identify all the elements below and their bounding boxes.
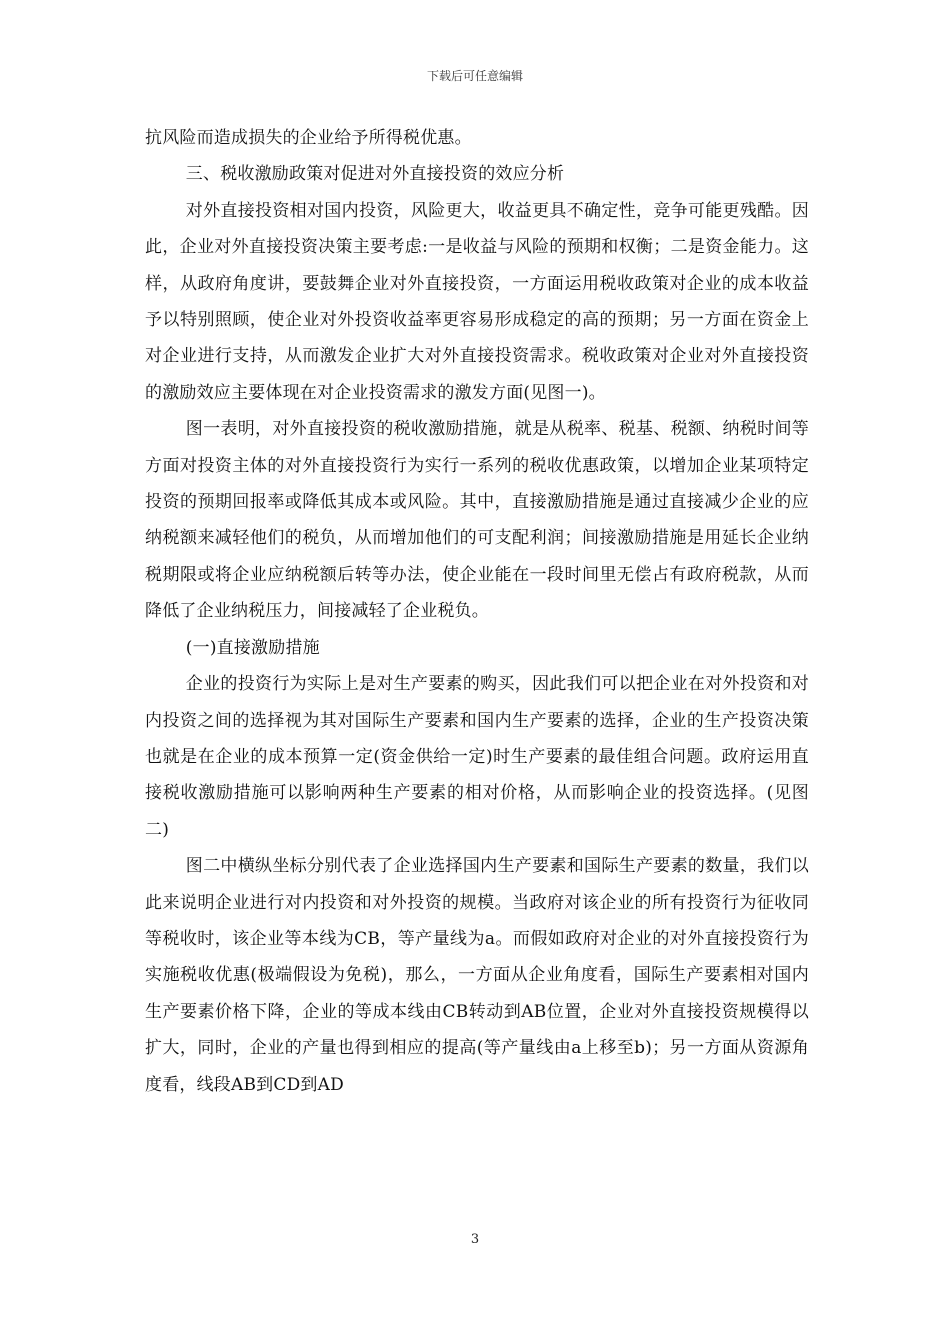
subsection-heading-direct-incentives: (一)直接激励措施 (185, 637, 320, 658)
document-body (145, 120, 809, 1103)
page-header: 下载后可任意编辑 (426, 69, 523, 83)
paragraph-continuation: 抗风险而造成损失的企业给予所得税优惠。 (145, 128, 472, 148)
section-heading-three: 三、税收激励政策对促进对外直接投资的效应分析 (185, 164, 565, 185)
paragraph: 图一表明，对外直接投资的税收激励措施，就是从税率、税基、税额、纳税时间等方面对投资主体的对外直接投资行为实行一系列的税收优惠政策，以增加企业某项特定投资的预期回报率或降低其成本或风险。其中，直接激励措施是通过直接减少企业的应纳税额来减轻他们的税负，从而增加他们的可支配利润；间接激励措施是用延长企业纳税期限或将企业应纳税额后转等办法，使企业能在一段时间里无偿占有政府税款，从而降低了企业纳税压力，间接减轻了企业税负。 (145, 419, 809, 622)
page-number: 3 (470, 1232, 480, 1247)
paragraph: 对外直接投资相对国内投资，风险更大，收益更具不确定性，竞争可能更残酷。因此，企业对外直接投资决策主要考虑:一是收益与风险的预期和权衡；二是资金能力。这样，从政府角度讲，要鼓舞企业对外直接投资，一方面运用税收政策对企业的成本收益予以特别照顾，使企业对外投资收益率更容易形成稳定的高的预期；另一方面在资金上对企业进行支持，从而激发企业扩大对外直接投资需求。税收政策对企业对外直接投资的激励效应主要体现在对企业投资需求的激发方面(见图一)。 (145, 200, 809, 403)
paragraph: 图二中横纵坐标分别代表了企业选择国内生产要素和国际生产要素的数量，我们以此来说明企业进行对内投资和对外投资的规模。当政府对该企业的所有投资行为征收同等税收时，该企业等本线为CB，等产量线为a。而假如政府对企业的对外直接投资行为实施税收优惠(极端假设为免税)，那么，一方面从企业角度看，国际生产要素相对国内生产要素价格下降，企业的等成本线由CB转动到AB位置，企业对外直接投资规模得以扩大，同时，企业的产量也得到相应的提高(等产量线由a上移至b)；另一方面从资源角度看，线段AB到CD到AD (145, 856, 809, 1095)
paragraph: 企业的投资行为实际上是对生产要素的购买，因此我们可以把企业在对外投资和对内投资之间的选择视为其对国际生产要素和国内生产要素的选择，企业的生产投资决策也就是在企业的成本预算一定(资金供给一定)时生产要素的最佳组合问题。政府运用直接税收激励措施可以影响两种生产要素的相对价格，从而影响企业的投资选择。(见图二) (145, 674, 809, 840)
